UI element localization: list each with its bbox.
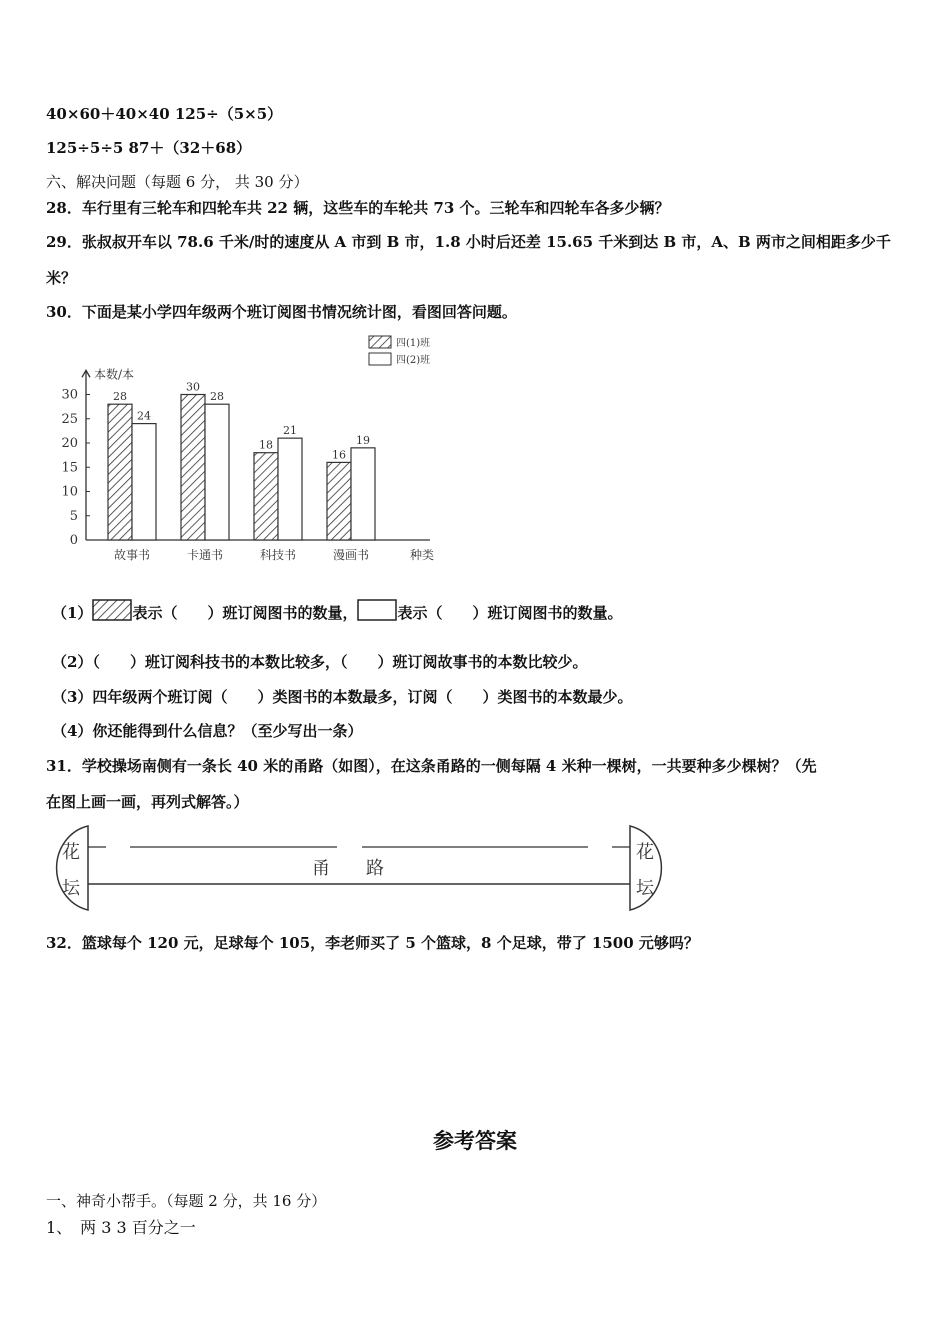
bar-chart bbox=[40, 330, 460, 570]
blank-swatch-icon bbox=[357, 599, 397, 621]
legend-label: 四(2)班 bbox=[396, 355, 431, 366]
bar-data-label: 19 bbox=[356, 433, 370, 447]
road-diagram bbox=[40, 822, 680, 914]
question-31-line-1: 31．学校操场南侧有一条长 40 米的甬路（如图），在这条甬路的一侧每隔 4 米种一棵树，一共要种多少棵树？（先 bbox=[46, 757, 817, 775]
question-30-1-prefix: （1） bbox=[52, 604, 93, 622]
bar-data-label: 28 bbox=[210, 390, 224, 404]
bar bbox=[132, 424, 156, 540]
bar bbox=[205, 404, 229, 540]
y-tick-label: 25 bbox=[61, 411, 78, 427]
road-label: 甬 路 bbox=[312, 858, 384, 879]
bar-data-label: 30 bbox=[186, 380, 200, 394]
right-bed-char-1: 花 bbox=[636, 842, 654, 863]
answer-1: 1、 两 3 3 百分之一 bbox=[46, 1218, 196, 1237]
right-bed-char-2: 坛 bbox=[636, 878, 654, 899]
y-tick-label: 20 bbox=[61, 436, 78, 451]
y-axis-label: 本数/本 bbox=[94, 367, 135, 382]
y-tick-label: 15 bbox=[61, 460, 78, 476]
y-tick-label: 5 bbox=[69, 508, 78, 524]
bar-data-label: 16 bbox=[332, 448, 346, 462]
bar bbox=[278, 438, 302, 540]
hatched-swatch-icon bbox=[92, 599, 132, 621]
question-30-1 bbox=[52, 602, 622, 623]
question-30: 30．下面是某小学四年级两个班订阅图书情况统计图，看图回答问题。 bbox=[46, 303, 517, 321]
bar bbox=[351, 448, 375, 540]
x-tick-label: 漫画书 bbox=[332, 548, 370, 562]
left-bed-char-1: 花 bbox=[62, 842, 80, 863]
question-30-1-end: 表示（ ）班订阅图书的数量。 bbox=[397, 604, 623, 622]
bar bbox=[181, 395, 205, 541]
bar-data-label: 28 bbox=[113, 390, 127, 404]
bar bbox=[327, 462, 351, 540]
question-30-3: （3）四年级两个班订阅（ ）类图书的本数最多，订阅（ ）类图书的本数最少。 bbox=[52, 688, 633, 706]
question-29-line-2: 米？ bbox=[46, 269, 77, 287]
section-6-heading: 六、解决问题（每题 6 分， 共 30 分） bbox=[46, 173, 309, 191]
calc-line-2: 125÷5÷5 87＋（32＋68） bbox=[46, 139, 252, 157]
bar-data-label: 21 bbox=[283, 424, 297, 438]
question-30-1-mid: 表示（ ）班订阅图书的数量， bbox=[132, 604, 358, 622]
legend-swatch bbox=[369, 336, 391, 348]
answers-section-1: 一、神奇小帮手。（每题 2 分，共 16 分） bbox=[46, 1192, 327, 1210]
question-31-line-2: 在图上画一画，再列式解答。） bbox=[46, 793, 249, 811]
legend-label: 四(1)班 bbox=[396, 338, 431, 349]
y-tick-label: 10 bbox=[61, 484, 78, 500]
x-tick-label: 卡通书 bbox=[186, 548, 224, 562]
answers-title: 参考答案 bbox=[433, 1129, 517, 1153]
legend-swatch bbox=[369, 353, 391, 365]
y-tick-label: 0 bbox=[69, 533, 78, 548]
question-32: 32．篮球每个 120 元，足球每个 105，李老师买了 5 个篮球，8 个足球，带了 1500 元够吗？ bbox=[46, 934, 699, 952]
bar bbox=[254, 453, 278, 540]
x-tick-label: 故事书 bbox=[113, 548, 151, 562]
x-tick-label: 科技书 bbox=[259, 548, 297, 562]
x-axis-label: 种类 bbox=[409, 548, 435, 562]
question-30-4: （4）你还能得到什么信息？（至少写出一条） bbox=[52, 722, 363, 740]
question-30-2: （2）（ ）班订阅科技书的本数比较多，（ ）班订阅故事书的本数比较少。 bbox=[52, 653, 588, 671]
bar-data-label: 24 bbox=[137, 409, 151, 423]
bar-data-label: 18 bbox=[259, 438, 273, 452]
bar bbox=[108, 404, 132, 540]
calc-line-1: 40×60＋40×40 125÷（5×5） bbox=[46, 105, 283, 123]
y-tick-label: 30 bbox=[61, 387, 78, 403]
question-29-line-1: 29．张叔叔开车以 78.6 千米/时的速度从 A 市到 B 市，1.8 小时后还差 15.65 千米到达 B 市，A、B 两市之间相距多少千 bbox=[46, 233, 891, 251]
question-28: 28．车行里有三轮车和四轮车共 22 辆，这些车的车轮共 73 个。三轮车和四轮车各多少辆？ bbox=[46, 199, 670, 217]
left-bed-char-2: 坛 bbox=[62, 878, 80, 899]
